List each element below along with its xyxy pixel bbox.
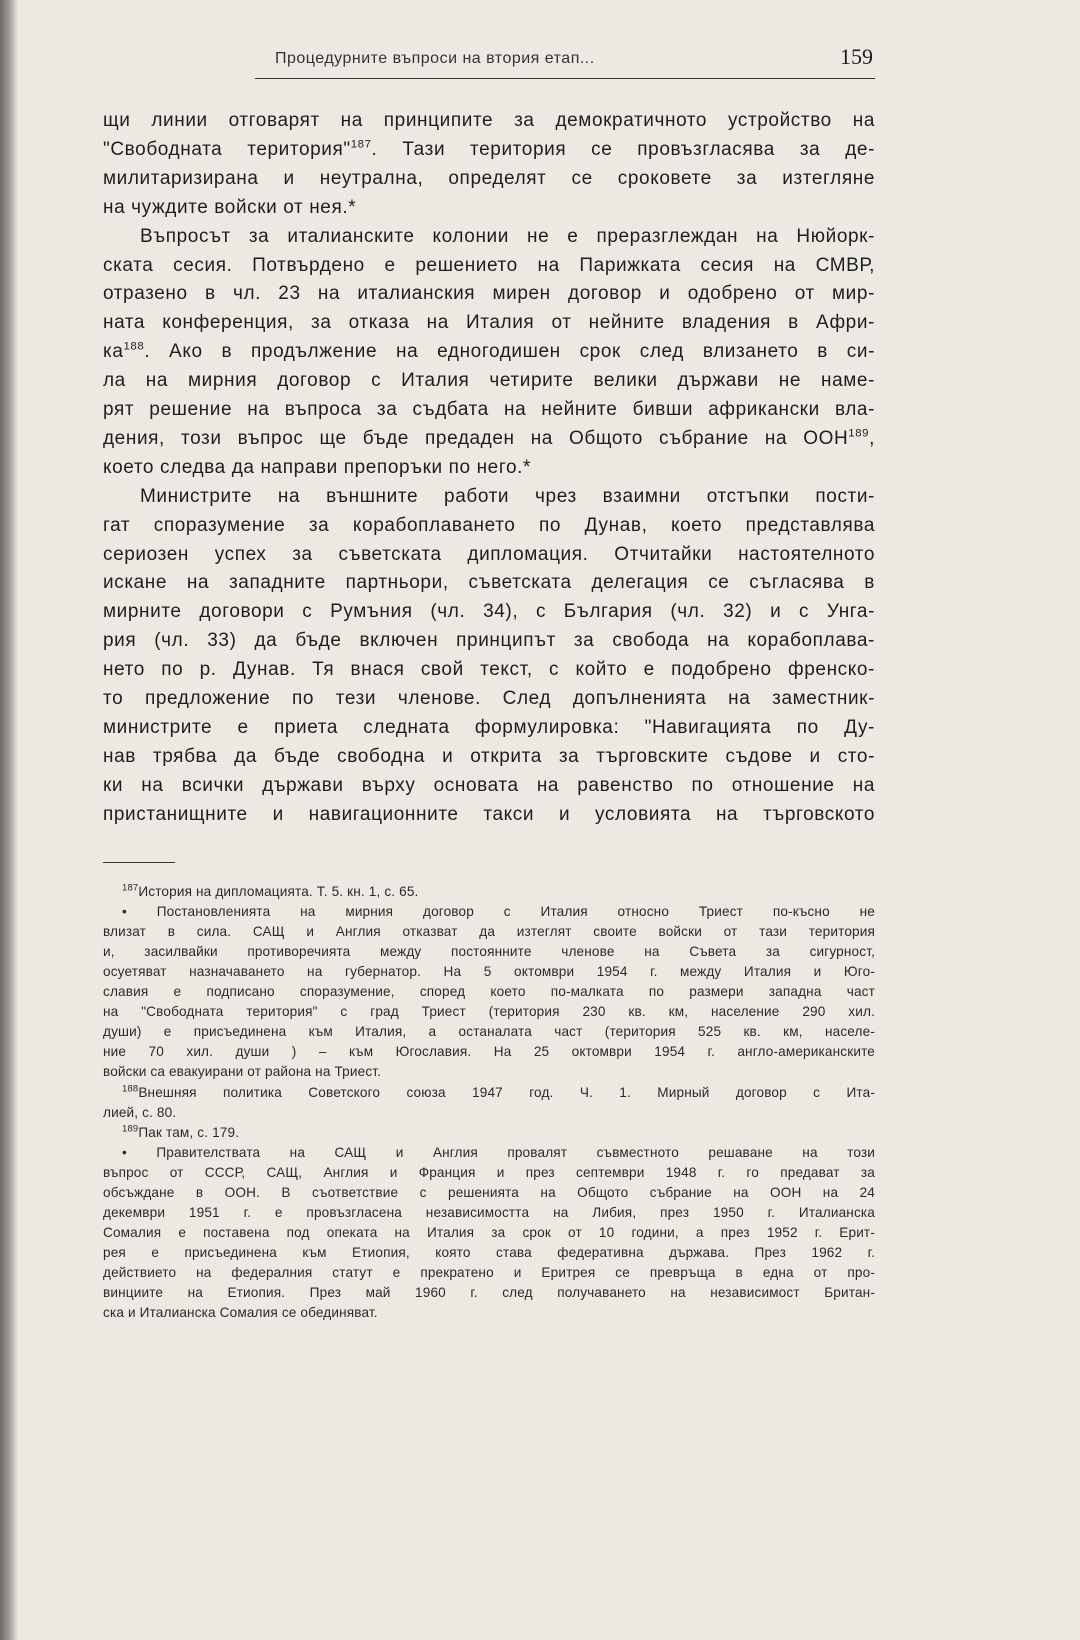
line-text: рят решение на въпроса за съдбата на нейните бивши африкански вла- <box>103 399 875 420</box>
line-text: на чуждите войски от нея.* <box>103 196 357 218</box>
line-text: Внешняя политика Советского союза 1947 год. Ч. 1. Мирный договор с Ита- <box>138 1084 875 1100</box>
line-text: Пак там, с. 179. <box>138 1124 240 1140</box>
line-text: винциите на Етиопия. През май 1960 г. след получаването на независимост Британ- <box>103 1285 875 1300</box>
line-text: Министрите на външните работи чрез взаимни отстъпки пости- <box>140 485 875 507</box>
line-text: ната конференция, за отказа на Италия от нейните владения в Афри- <box>103 312 875 334</box>
footnote-number: 188 <box>122 1082 139 1094</box>
footnote-line <box>103 1024 875 1039</box>
scan-edge-shadow <box>0 0 18 1640</box>
line-text: влизат в сила. САЩ и Англия отказват да изтеглят своите войски от тази територия <box>103 924 875 940</box>
footnote-ref: 189 <box>848 427 870 440</box>
body-line <box>103 746 875 768</box>
footnote-line <box>103 964 875 979</box>
body-line <box>103 717 875 739</box>
body-line <box>103 312 875 334</box>
footnote-line <box>103 1185 875 1200</box>
footnote-line <box>122 1145 875 1160</box>
line-text: славия е подписано споразумение, според което по-малката по размери западна част <box>103 984 875 1000</box>
body-line <box>103 370 875 392</box>
line-text: мирните договори с Румъния (чл. 34), с България (чл. 32) и с Унга- <box>103 601 875 623</box>
line-text: ската сесия. Потвърдено е решението на Парижката сесия на СМВР, <box>103 254 875 276</box>
body-line <box>140 486 875 508</box>
body-line <box>103 197 875 219</box>
line-text: на "Свободната територия" с град Триест (територия 230 кв. км, население 290 хил. <box>103 1004 875 1020</box>
body-line <box>103 572 875 594</box>
line-text: обсъждане в ООН. В съответствие с решенията на Общото събрание на ООН на 24 <box>103 1184 875 1200</box>
line-text: осуетяват назначаването на губернатор. На 5 октомври 1954 г. между Италия и Юго- <box>103 964 875 980</box>
line-text: Въпросът за италианските колонии не е преразглеждан на Нюйорк- <box>140 225 875 247</box>
line-text: лией, с. 80. <box>103 1104 177 1120</box>
body-line <box>103 341 875 363</box>
line-text: действието на федералния статут е прекратено и Еритрея се превръща в една от про- <box>103 1264 875 1280</box>
line-text: милитаризирана и неутрална, определят се сроковете за изтегляне <box>103 167 875 189</box>
body-line <box>103 688 875 710</box>
line-text: ние 70 хил. души ) – към Югославия. На 25 октомври 1954 г. англо-американските <box>103 1044 875 1060</box>
line-text: отразено в чл. 23 на италианския мирен договор и одобрено от мир- <box>103 283 875 305</box>
body-line <box>103 659 875 681</box>
line-text: декември 1951 г. е провъзгласена независимостта на Либия, през 1950 г. Италианска <box>103 1204 875 1220</box>
line-text: • Постановленията на мирния договор с Италия относно Триест по-късно не <box>122 904 875 920</box>
footnote-line <box>103 1285 875 1300</box>
line-text: . Тази територия се провъзгласява за де- <box>371 138 875 160</box>
footnote-line <box>103 1004 875 1019</box>
line-text: и, засилвайки противоречията между постоянните членове на Съвета за сигурност, <box>103 944 875 960</box>
body-line <box>103 457 875 479</box>
line-text: дения, този въпрос ще бъде предаден на Общото събрание на ООН <box>103 427 849 449</box>
line-text: министрите е приета следната формулировка: "Навигацията по Ду- <box>103 716 875 738</box>
line-text: . Ако в продължение на едногодишен срок след влизането в си- <box>144 341 875 363</box>
body-line <box>103 544 875 566</box>
line-text: рея е присъединена към Етиопия, която става федеративна държава. През 1962 г. <box>103 1244 875 1260</box>
footnote-line <box>103 1245 875 1260</box>
body-line <box>103 601 875 623</box>
body-line <box>103 255 875 277</box>
line-text: войски са евакуирани от района на Триест. <box>103 1064 382 1080</box>
line-text: нав трябва да бъде свободна и открита за търговските съдове и сто- <box>103 745 875 767</box>
line-text: ска и Италианска Сомалия се обединяват. <box>103 1305 378 1321</box>
footnote-line <box>103 984 875 999</box>
footnote-line <box>103 1044 875 1059</box>
footnote-ref: 188 <box>123 340 145 353</box>
line-text: души) е присъединена към Италия, а останалата част (територия 525 кв. км, населе- <box>103 1024 875 1040</box>
line-text: гат споразумение за корабоплаването по Дунав, което представлява <box>103 514 875 536</box>
line-text: искане на западните партньори, съветската делегация се съгласява в <box>103 572 875 594</box>
footnote-line <box>103 1265 875 1280</box>
running-header <box>255 44 875 79</box>
line-text: Сомалия е поставена под опеката на Италия за срок от 10 години, а през 1952 г. Ерит- <box>103 1224 875 1240</box>
line-text: което следва да направи препоръки по него.* <box>103 456 531 478</box>
line-text: то предложение по тези членове. След допълненията на заместник- <box>103 688 875 709</box>
body-line <box>103 630 875 652</box>
body-line <box>103 139 875 161</box>
footnote-line <box>103 1205 875 1220</box>
body-line <box>103 428 875 450</box>
footnote-number: 187 <box>122 882 139 894</box>
page-number: 159 <box>840 44 873 69</box>
footnote-separator <box>103 862 175 863</box>
line-text: ки на всички държави върху основата на равенство по отношение на <box>103 774 875 796</box>
footnote-line <box>122 884 875 899</box>
footnote-line <box>122 904 875 919</box>
footnote-line <box>103 944 875 959</box>
footnote-line <box>103 1165 875 1180</box>
line-text: пристанищните и навигационните такси и условията на търговското <box>103 803 875 825</box>
body-line <box>103 804 875 826</box>
body-line <box>103 110 875 132</box>
footnote-line <box>103 1305 875 1320</box>
line-text: , <box>869 427 875 449</box>
body-line <box>103 399 875 421</box>
footnote-line <box>103 1105 875 1120</box>
line-text: "Свободната територия" <box>103 138 351 160</box>
running-title: Процедурните въпроси на втория етап... <box>275 50 595 67</box>
footnote-line <box>122 1125 875 1140</box>
footnote-line <box>122 1082 875 1100</box>
footnote-ref: 187 <box>350 138 372 151</box>
body-line <box>103 775 875 797</box>
footnote-number: 189 <box>122 1123 139 1135</box>
line-text: сериозен успех за съветската дипломация. Отчитайки настоятелното <box>103 543 875 565</box>
footnote-line <box>103 1225 875 1240</box>
line-text: • Правителствата на САЩ и Англия провалят съвместното решаване на този <box>122 1144 875 1160</box>
line-text: рия (чл. 33) да бъде включен принципът за свобода на корабоплава- <box>103 630 875 652</box>
line-text: ла на мирния договор с Италия четирите велики държави не наме- <box>103 370 875 392</box>
body-line <box>103 168 875 190</box>
footnote-line <box>103 924 875 939</box>
body-line <box>103 283 875 305</box>
line-text: История на дипломацията. Т. 5. кн. 1, с. 65. <box>138 884 419 899</box>
line-text: въпрос от СССР, САЩ, Англия и Франция и през септември 1948 г. го предават за <box>103 1164 875 1180</box>
line-text: ка <box>103 341 124 363</box>
body-line <box>103 515 875 537</box>
line-text: нето по р. Дунав. Тя внася свой текст, с който е подобрено френско- <box>103 659 875 681</box>
footnote-line <box>103 1064 875 1079</box>
line-text: щи линии отговарят на принципите за демократичното устройство на <box>103 110 875 131</box>
body-line <box>140 226 875 248</box>
